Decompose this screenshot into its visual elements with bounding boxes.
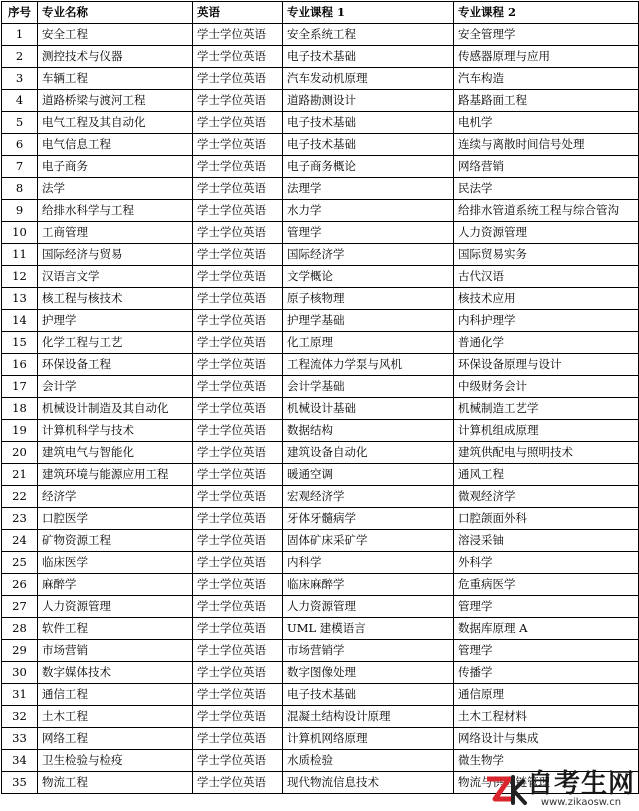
- cell-english: 学士学位英语: [193, 222, 283, 244]
- table-row: [2, 508, 639, 530]
- cell-course-2: 安全管理学: [454, 24, 639, 46]
- table-row: [2, 332, 639, 354]
- cell-course-2: 外科学: [454, 552, 639, 574]
- table-row: [2, 156, 639, 178]
- cell-course-2: 普通化学: [454, 332, 639, 354]
- major-course-table: [1, 1, 639, 794]
- table-row: [2, 486, 639, 508]
- cell-serial: 35: [2, 772, 38, 794]
- cell-course-1: 内科学: [283, 552, 454, 574]
- cell-serial: 3: [2, 68, 38, 90]
- cell-course-1: 水力学: [283, 200, 454, 222]
- cell-major: 车辆工程: [38, 68, 193, 90]
- header-english: 英语: [193, 2, 283, 24]
- cell-course-1: 化工原理: [283, 332, 454, 354]
- cell-serial: 15: [2, 332, 38, 354]
- cell-english: 学士学位英语: [193, 728, 283, 750]
- cell-serial: 18: [2, 398, 38, 420]
- cell-english: 学士学位英语: [193, 530, 283, 552]
- header-course-2: 专业课程 2: [454, 2, 639, 24]
- cell-english: 学士学位英语: [193, 156, 283, 178]
- cell-course-2: 人力资源管理: [454, 222, 639, 244]
- cell-major: 电子商务: [38, 156, 193, 178]
- cell-serial: 5: [2, 112, 38, 134]
- cell-serial: 17: [2, 376, 38, 398]
- cell-serial: 21: [2, 464, 38, 486]
- cell-serial: 8: [2, 178, 38, 200]
- cell-course-1: 工程流体力学泵与风机: [283, 354, 454, 376]
- cell-course-1: 电子技术基础: [283, 684, 454, 706]
- table-row: [2, 288, 639, 310]
- cell-course-2: 通信原理: [454, 684, 639, 706]
- cell-course-1: 固体矿床采矿学: [283, 530, 454, 552]
- cell-course-2: 汽车构造: [454, 68, 639, 90]
- cell-english: 学士学位英语: [193, 508, 283, 530]
- cell-major: 护理学: [38, 310, 193, 332]
- cell-course-1: 机械设计基础: [283, 398, 454, 420]
- header-major: 专业名称: [38, 2, 193, 24]
- cell-serial: 13: [2, 288, 38, 310]
- cell-english: 学士学位英语: [193, 90, 283, 112]
- table-row: [2, 24, 639, 46]
- cell-course-1: 数字图像处理: [283, 662, 454, 684]
- table-row: [2, 244, 639, 266]
- cell-english: 学士学位英语: [193, 552, 283, 574]
- cell-english: 学士学位英语: [193, 354, 283, 376]
- cell-serial: 29: [2, 640, 38, 662]
- cell-major: 矿物资源工程: [38, 530, 193, 552]
- cell-course-1: 电子商务概论: [283, 156, 454, 178]
- cell-serial: 23: [2, 508, 38, 530]
- cell-major: 化学工程与工艺: [38, 332, 193, 354]
- cell-major: 计算机科学与技术: [38, 420, 193, 442]
- cell-serial: 26: [2, 574, 38, 596]
- cell-course-1: 汽车发动机原理: [283, 68, 454, 90]
- cell-serial: 11: [2, 244, 38, 266]
- cell-major: 口腔医学: [38, 508, 193, 530]
- table-row: [2, 552, 639, 574]
- cell-serial: 33: [2, 728, 38, 750]
- table-row: [2, 68, 639, 90]
- table-row: [2, 706, 639, 728]
- table-row: [2, 574, 639, 596]
- cell-course-1: 护理学基础: [283, 310, 454, 332]
- cell-major: 环保设备工程: [38, 354, 193, 376]
- cell-course-1: 宏观经济学: [283, 486, 454, 508]
- cell-course-1: 国际经济学: [283, 244, 454, 266]
- cell-english: 学士学位英语: [193, 266, 283, 288]
- cell-course-1: 电子技术基础: [283, 112, 454, 134]
- table-row: [2, 310, 639, 332]
- cell-major: 数字媒体技术: [38, 662, 193, 684]
- cell-english: 学士学位英语: [193, 68, 283, 90]
- cell-course-2: 内科护理学: [454, 310, 639, 332]
- cell-course-2: 核技术应用: [454, 288, 639, 310]
- cell-course-2: 通风工程: [454, 464, 639, 486]
- cell-course-2: 机械制造工艺学: [454, 398, 639, 420]
- cell-major: 经济学: [38, 486, 193, 508]
- cell-english: 学士学位英语: [193, 420, 283, 442]
- cell-major: 道路桥梁与渡河工程: [38, 90, 193, 112]
- table-row: [2, 684, 639, 706]
- cell-serial: 10: [2, 222, 38, 244]
- cell-course-1: 道路勘测设计: [283, 90, 454, 112]
- cell-major: 软件工程: [38, 618, 193, 640]
- cell-english: 学士学位英语: [193, 596, 283, 618]
- cell-english: 学士学位英语: [193, 310, 283, 332]
- cell-english: 学士学位英语: [193, 442, 283, 464]
- table-body: [2, 24, 639, 794]
- cell-major: 给排水科学与工程: [38, 200, 193, 222]
- cell-course-2: 电机学: [454, 112, 639, 134]
- table-row: [2, 530, 639, 552]
- cell-course-2: 古代汉语: [454, 266, 639, 288]
- cell-major: 汉语言文学: [38, 266, 193, 288]
- cell-serial: 24: [2, 530, 38, 552]
- table-row: [2, 112, 639, 134]
- cell-major: 网络工程: [38, 728, 193, 750]
- cell-course-2: 民法学: [454, 178, 639, 200]
- cell-course-1: 临床麻醉学: [283, 574, 454, 596]
- cell-serial: 6: [2, 134, 38, 156]
- table-row: [2, 442, 639, 464]
- cell-serial: 34: [2, 750, 38, 772]
- table-row: [2, 640, 639, 662]
- table-row: [2, 354, 639, 376]
- cell-course-1: UML 建模语言: [283, 618, 454, 640]
- cell-english: 学士学位英语: [193, 640, 283, 662]
- cell-english: 学士学位英语: [193, 398, 283, 420]
- cell-english: 学士学位英语: [193, 618, 283, 640]
- cell-english: 学士学位英语: [193, 750, 283, 772]
- cell-course-1: 管理学: [283, 222, 454, 244]
- table-row: [2, 200, 639, 222]
- cell-english: 学士学位英语: [193, 46, 283, 68]
- cell-course-2: 管理学: [454, 640, 639, 662]
- cell-serial: 7: [2, 156, 38, 178]
- cell-major: 工商管理: [38, 222, 193, 244]
- cell-major: 通信工程: [38, 684, 193, 706]
- watermark: [483, 771, 635, 808]
- cell-serial: 4: [2, 90, 38, 112]
- cell-serial: 22: [2, 486, 38, 508]
- cell-english: 学士学位英语: [193, 332, 283, 354]
- table-row: [2, 464, 639, 486]
- cell-course-2: 数据库原理 A: [454, 618, 639, 640]
- table-row: [2, 376, 639, 398]
- cell-course-2: 网络营销: [454, 156, 639, 178]
- cell-major: 测控技术与仪器: [38, 46, 193, 68]
- cell-course-1: 原子核物理: [283, 288, 454, 310]
- cell-serial: 16: [2, 354, 38, 376]
- cell-course-1: 文学概论: [283, 266, 454, 288]
- cell-course-1: 建筑设备自动化: [283, 442, 454, 464]
- cell-course-2: 传感器原理与应用: [454, 46, 639, 68]
- table-row: [2, 90, 639, 112]
- cell-major: 卫生检验与检疫: [38, 750, 193, 772]
- cell-course-1: 电子技术基础: [283, 134, 454, 156]
- cell-course-2: 国际贸易实务: [454, 244, 639, 266]
- table-row: [2, 618, 639, 640]
- cell-course-1: 现代物流信息技术: [283, 772, 454, 794]
- cell-course-2: 环保设备原理与设计: [454, 354, 639, 376]
- zikao-logo-icon: [483, 773, 527, 807]
- cell-course-2: 传播学: [454, 662, 639, 684]
- cell-english: 学士学位英语: [193, 662, 283, 684]
- cell-course-1: 人力资源管理: [283, 596, 454, 618]
- cell-course-2: 微生物学: [454, 750, 639, 772]
- cell-course-1: 计算机网络原理: [283, 728, 454, 750]
- cell-english: 学士学位英语: [193, 178, 283, 200]
- cell-major: 法学: [38, 178, 193, 200]
- cell-course-2: 口腔颌面外科: [454, 508, 639, 530]
- cell-english: 学士学位英语: [193, 112, 283, 134]
- table-row: [2, 662, 639, 684]
- cell-course-2: 给排水管道系统工程与综合管沟: [454, 200, 639, 222]
- cell-serial: 32: [2, 706, 38, 728]
- cell-serial: 19: [2, 420, 38, 442]
- cell-course-2: 物流与供应链管理: [454, 772, 639, 794]
- cell-major: 电气信息工程: [38, 134, 193, 156]
- cell-english: 学士学位英语: [193, 684, 283, 706]
- cell-english: 学士学位英语: [193, 574, 283, 596]
- watermark-title: 自考生网: [526, 769, 635, 799]
- cell-serial: 12: [2, 266, 38, 288]
- cell-course-2: 路基路面工程: [454, 90, 639, 112]
- cell-major: 市场营销: [38, 640, 193, 662]
- cell-major: 土木工程: [38, 706, 193, 728]
- cell-course-1: 电子技术基础: [283, 46, 454, 68]
- table-row: [2, 178, 639, 200]
- cell-major: 电气工程及其自动化: [38, 112, 193, 134]
- cell-serial: 30: [2, 662, 38, 684]
- cell-course-2: 网络设计与集成: [454, 728, 639, 750]
- cell-course-2: 溶浸采铀: [454, 530, 639, 552]
- cell-course-2: 管理学: [454, 596, 639, 618]
- cell-course-1: 会计学基础: [283, 376, 454, 398]
- cell-course-2: 计算机组成原理: [454, 420, 639, 442]
- cell-serial: 28: [2, 618, 38, 640]
- table-header-row: [2, 2, 639, 24]
- cell-course-2: 土木工程材料: [454, 706, 639, 728]
- table-row: [2, 596, 639, 618]
- table-row: [2, 420, 639, 442]
- table-row: [2, 398, 639, 420]
- cell-english: 学士学位英语: [193, 200, 283, 222]
- cell-serial: 27: [2, 596, 38, 618]
- cell-course-1: 市场营销学: [283, 640, 454, 662]
- cell-english: 学士学位英语: [193, 134, 283, 156]
- cell-course-1: 牙体牙髓病学: [283, 508, 454, 530]
- watermark-url: www.zikaosw.cn: [540, 797, 622, 808]
- cell-major: 建筑环境与能源应用工程: [38, 464, 193, 486]
- cell-english: 学士学位英语: [193, 244, 283, 266]
- table-row: [2, 134, 639, 156]
- cell-course-2: 连续与离散时间信号处理: [454, 134, 639, 156]
- cell-course-1: 水质检验: [283, 750, 454, 772]
- cell-serial: 14: [2, 310, 38, 332]
- cell-course-2: 中级财务会计: [454, 376, 639, 398]
- cell-major: 核工程与核技术: [38, 288, 193, 310]
- cell-english: 学士学位英语: [193, 24, 283, 46]
- cell-english: 学士学位英语: [193, 706, 283, 728]
- cell-english: 学士学位英语: [193, 486, 283, 508]
- cell-serial: 1: [2, 24, 38, 46]
- cell-course-2: 建筑供配电与照明技术: [454, 442, 639, 464]
- cell-serial: 9: [2, 200, 38, 222]
- table-row: [2, 266, 639, 288]
- cell-serial: 25: [2, 552, 38, 574]
- header-serial: 序号: [2, 2, 38, 24]
- table-row: [2, 728, 639, 750]
- cell-course-2: 危重病医学: [454, 574, 639, 596]
- cell-major: 会计学: [38, 376, 193, 398]
- cell-course-1: 数据结构: [283, 420, 454, 442]
- cell-major: 机械设计制造及其自动化: [38, 398, 193, 420]
- table-row: [2, 46, 639, 68]
- cell-english: 学士学位英语: [193, 464, 283, 486]
- cell-major: 国际经济与贸易: [38, 244, 193, 266]
- cell-major: 人力资源管理: [38, 596, 193, 618]
- cell-major: 建筑电气与智能化: [38, 442, 193, 464]
- cell-course-2: 微观经济学: [454, 486, 639, 508]
- cell-serial: 20: [2, 442, 38, 464]
- cell-course-1: 法理学: [283, 178, 454, 200]
- cell-major: 物流工程: [38, 772, 193, 794]
- cell-english: 学士学位英语: [193, 376, 283, 398]
- cell-course-1: 混凝土结构设计原理: [283, 706, 454, 728]
- cell-english: 学士学位英语: [193, 288, 283, 310]
- cell-course-1: 暖通空调: [283, 464, 454, 486]
- header-course-1: 专业课程 1: [283, 2, 454, 24]
- table-row: [2, 222, 639, 244]
- cell-english: 学士学位英语: [193, 772, 283, 794]
- cell-serial: 31: [2, 684, 38, 706]
- cell-major: 麻醉学: [38, 574, 193, 596]
- cell-serial: 2: [2, 46, 38, 68]
- cell-course-1: 安全系统工程: [283, 24, 454, 46]
- cell-major: 安全工程: [38, 24, 193, 46]
- cell-major: 临床医学: [38, 552, 193, 574]
